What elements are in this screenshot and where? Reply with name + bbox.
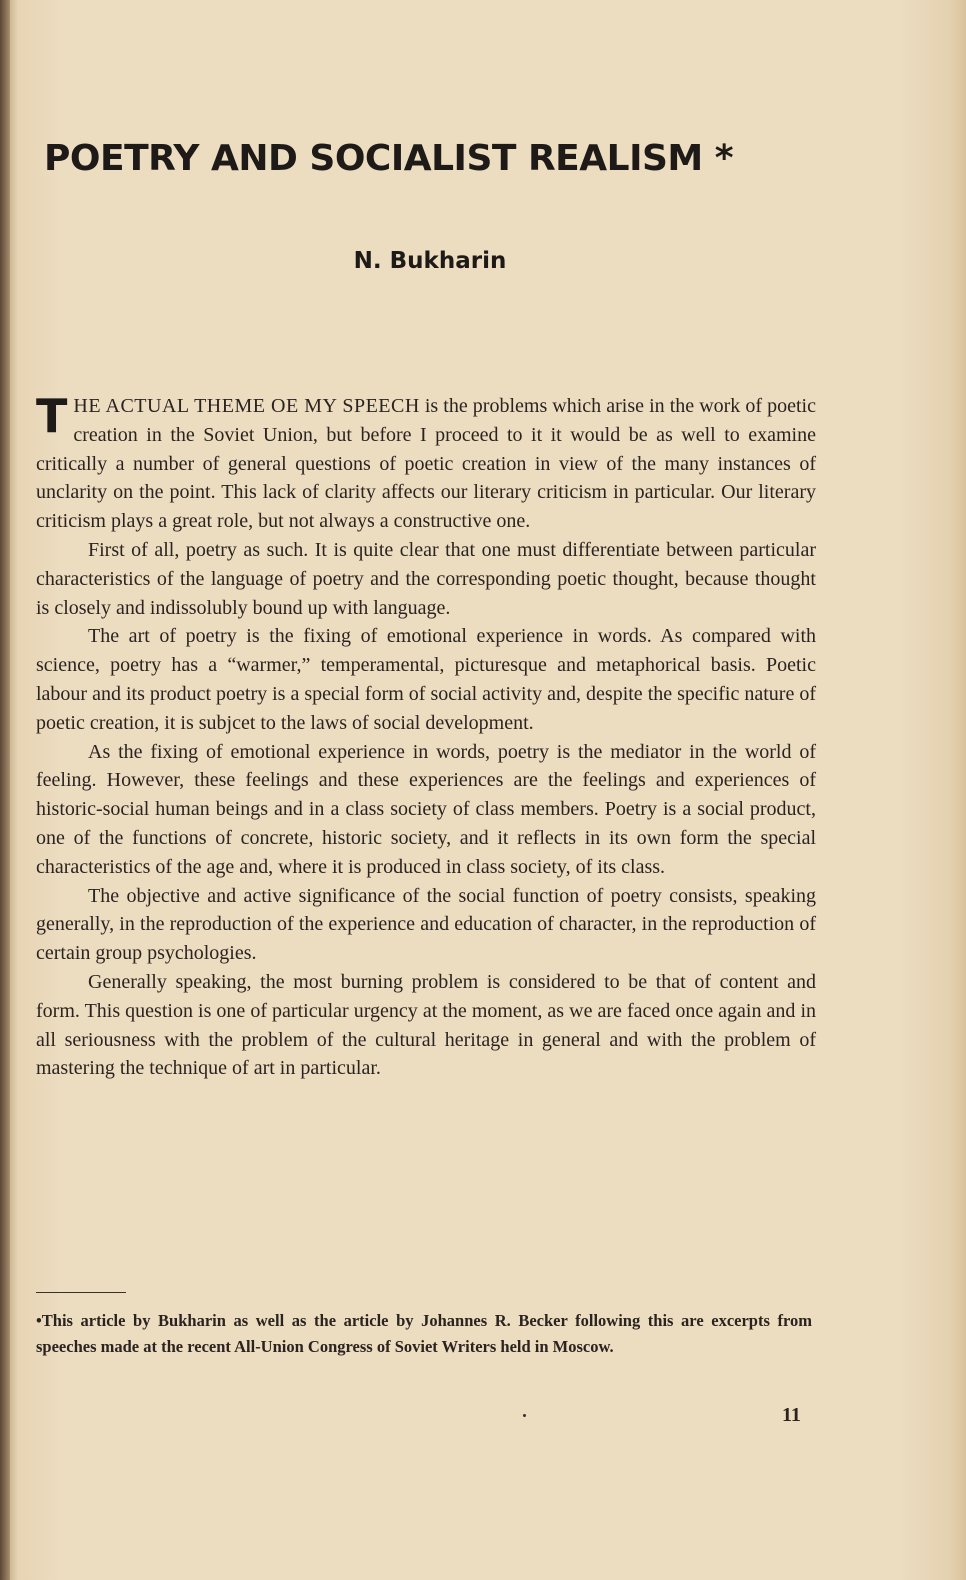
paragraph-2: First of all, poetry as such. It is quite clear that one must differentiate between particular characteristics of the language of poetry and the corresponding poetic thought, because thought is closely and indissolubly bound up with language.: [36, 538, 816, 619]
article-title: POETRY AND SOCIALIST REALISM *: [44, 138, 734, 179]
drop-cap: T: [36, 389, 68, 443]
page-number: 11: [782, 1404, 801, 1426]
paragraph-3: The art of poetry is the fixing of emotional experience in words. As compared with science, poetry has a “warmer,” temperamental, picturesque and metaphorical basis. Poetic labour and its product poetry is a special form of social activity and, despite the specific nature of poetic creation, it is subjcet to the laws of social development.: [36, 625, 816, 734]
article-body: [36, 389, 816, 1083]
footnote-divider: [36, 1292, 126, 1293]
footnote: •This article by Bukharin as well as the article by Johannes R. Becker following this are excerpts from speeches made at the recent All-Union Congress of Soviet Writers held in Moscow.: [36, 1311, 812, 1356]
article-author: N. Bukharin: [353, 248, 507, 274]
paragraph-6: Generally speaking, the most burning problem is considered to be that of content and form. This question is one of particular urgency at the moment, as we are faced once again and in all seriousness with the problem of the cultural heritage in general and with the problem of mastering the technique of art in particular.: [36, 970, 816, 1080]
print-speck: [523, 1414, 526, 1417]
paragraph-1: [36, 389, 816, 536]
lead-in-text: HE ACTUAL THEME OE MY SPEECH: [73, 395, 420, 417]
book-spine-shadow: [0, 0, 10, 1580]
paragraph-4: As the fixing of emotional experience in words, poetry is the mediator in the world of feeling. However, these feelings and these experiences are the feelings and experiences of historic-social human beings and in a class society of class members. Poetry is a social product, one of the functions of concrete, historic society, and it reflects in its own form the special characteristics of the age and, where it is produced in class society, of its class.: [36, 740, 816, 878]
paragraph-1-text: is the problems which arise in the work of poetic creation in the Soviet Union, but before I proceed to it it would be as well to examine critically a number of general questions of poetic creation in view of the many instances of unclarity on the point. This lack of clarity affects our literary criticism in particular. Our literary criticism plays a great role, but not always a constructive one.: [36, 395, 816, 533]
paragraph-5: The objective and active significance of the social function of poetry consists, speaking generally, in the reproduction of the experience and education of character, in the reproduction of certain group psychologies.: [36, 884, 816, 965]
